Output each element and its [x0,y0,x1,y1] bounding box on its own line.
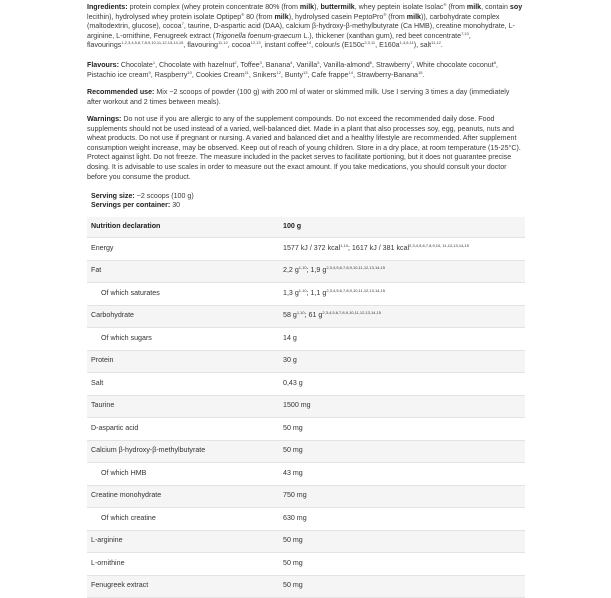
nutrition-row [87,238,525,261]
nutrient-name: Fat [87,260,283,283]
nutrient-value [283,553,525,576]
nutrition-row [87,305,525,328]
ingredients-text: (from [446,3,467,11]
nutrient-value [283,283,525,306]
serving-info [91,192,521,210]
nutrient-name: Of which HMB [87,463,283,486]
flavour-item: , Vanilla [292,61,318,69]
ingredients-text: (from [386,12,407,21]
nutrient-value-text: 0,43 g [283,378,303,387]
ingredients-text: , cocoa [227,41,251,50]
footnote-ref: 1,10 [298,265,307,271]
footnote-ref: 4 [290,60,293,65]
ingredients-text: , contain [481,3,510,11]
nutrient-value-text: 2,2 g [283,266,299,275]
registered-mark: ® [443,2,447,7]
nutrient-value-text: 1577 kJ / 372 kcal [283,243,341,252]
flavour-item: , Toffee [236,61,260,69]
nutrient-value-text: 750 mg [283,491,307,500]
footnote-ref: 11,12 [431,40,441,46]
nutrient-value [283,508,525,531]
nutrition-row [87,260,525,283]
footnote-ref: 1 [152,60,156,65]
footnote-ref: 11 [244,69,249,75]
flavour-item: , Banana [261,61,291,69]
flavour-item: , Raspberry [150,70,188,79]
nutrient-value [283,418,525,441]
flavour-item: , Pistachio ice cream [87,61,498,79]
flavour-item: , Bunty [280,70,304,79]
nutrient-name: Carbohydrate [87,305,283,328]
nutrient-value [283,395,525,418]
nutrient-value [283,373,525,396]
serving-size-label: Serving size: [91,192,135,200]
nutrient-value-text: 50 mg [283,423,303,432]
footnote-ref: 10 [187,69,192,75]
nutrient-value [283,440,525,463]
ingredients-text: 80 (from [244,12,275,21]
flavours-paragraph [87,61,525,80]
ingredients-text: , instant coffee [260,41,307,50]
footnote-ref: 13 [303,69,308,75]
footnote-ref: 1,10 [340,242,348,248]
ingredients-text: ), salt [413,41,432,50]
flavour-item: , Chocolate with hazelnut [155,61,235,69]
footnote-ref: 14 [306,40,312,46]
flavour-item: Chocolate [118,61,153,69]
nutrient-name: Calcium β-hydroxy-β-methylbutyrate [87,440,283,463]
ingredients-text: , taurine, D-aspartic acid (DAA), calcium β-hydroxy-β-methylbutyrate (Ca HMB), creatine monohydrate, L-arginine, L-ornithine, Fenugreek extract ( [87,22,515,40]
nutrient-name: Creatine monohydrate [87,485,283,508]
nutrient-value [283,575,525,598]
nutrition-row [87,553,525,576]
ingredients-text: . [440,41,443,50]
footnote-ref: 1,4,6,11 [399,40,414,46]
footnote-ref: 3 [259,60,262,65]
nutrition-row [87,440,525,463]
nutrient-name: Of which creatine [87,508,283,531]
allergen-soy: soy [509,3,523,11]
header-nutrition-declaration: Nutrition declaration [87,217,283,238]
footnote-ref: 2 [234,60,237,65]
ingredients-text: protein complex (whey protein concentrate 80% (from [127,3,300,11]
ingredients-label: Ingredients: [87,3,128,11]
warnings-label: Warnings: [87,115,122,123]
nutrient-name: D-aspartic acid [87,418,283,441]
nutrient-value [283,238,525,261]
nutrient-value [283,463,525,486]
flavour-item: , White chocolate coconut [412,61,494,69]
nutrition-table-header [87,217,525,238]
nutrient-value-alt: ; 1,1 g [306,288,327,297]
footnote-ref: 6 [369,60,373,65]
footnote-ref: 2,3,11 [364,40,376,46]
ingredients-text: ), hydrolysed casein PeptoPro [288,12,384,21]
flavour-item: , Cafe frappe [307,70,349,79]
nutrition-row [87,530,525,553]
servings-per-container [91,201,521,210]
footnote-ref: 12 [276,69,281,75]
nutrient-value-alt: ; 61 g [304,311,323,320]
flavour-item: , Strawberry [372,61,411,69]
flavour-list [87,61,498,79]
ingredients-text: ), [314,3,321,11]
nutrition-row [87,418,525,441]
nutrient-value-text: 30 g [283,356,297,365]
nutrient-name: Of which sugars [87,328,283,351]
ingredients-text: , whey peptein isolate Isolac [354,3,444,11]
nutrient-value-text: 43 mg [283,468,303,477]
nutrient-value-text: 630 mg [283,513,307,522]
footnote-ref: 7 [410,60,413,65]
nutrient-value-text: 1500 mg [283,401,311,410]
footnote-ref: 15 [418,69,423,75]
flavour-item: , Strawberry-Banana [352,70,418,79]
nutrient-value [283,530,525,553]
flavours-label: Flavours: [87,61,119,69]
footnote-ref: 7 [181,21,184,27]
nutrition-row [87,575,525,598]
flavours-end: . [422,70,425,79]
nutrient-value [283,350,525,373]
footnote-ref: 14 [348,69,353,75]
nutrient-value-text: 50 mg [283,446,303,455]
nutrition-row [87,373,525,396]
nutrition-row [87,328,525,351]
allergen-milk: milk [466,3,482,11]
nutrition-row [87,508,525,531]
nutrient-value [283,260,525,283]
nutrient-value-alt: ; 1617 kJ / 381 kcal [347,243,410,252]
footnote-ref: 7,10 [461,30,469,36]
footnote-ref: 5 [317,60,320,65]
nutrient-value-text: 58 g [283,311,297,320]
ingredients-text: , flavouring [183,41,218,50]
ingredients-text: L.), thickener (xanthan gum), red beet concentrate [301,31,462,40]
footnote-ref: 1,10 [296,310,305,316]
footnote-ref: 1,10 [298,287,307,293]
nutrient-name: Salt [87,373,283,396]
servings-per-container-label: Servings per container: [91,201,171,209]
nutrient-value [283,305,525,328]
nutrient-value-text: 50 mg [283,558,303,567]
nutrient-name: Of which saturates [87,283,283,306]
servings-per-container-value: 30 [170,201,181,209]
footnote-ref: 11,12 [218,40,228,46]
serving-size [91,192,521,201]
latin-name: Trigonella foenum-graecum [215,31,302,40]
nutrition-row [87,283,525,306]
nutrient-name: L-ornithine [87,553,283,576]
allergen-milk: milk [274,12,289,21]
ingredients-paragraph [87,3,525,51]
nutrient-value-text: 14 g [283,333,297,342]
nutrient-name: L-arginine [87,530,283,553]
nutrition-table [87,217,525,598]
ingredients-text: lecithin), hydrolysed whey protein isolate Optipep [87,12,242,21]
nutrient-value-text: 50 mg [283,536,303,545]
warnings-paragraph [87,115,525,182]
ingredients-text: , colour/s (E150c [311,41,365,50]
nutrient-name: Taurine [87,395,283,418]
allergen-milk: milk [299,3,315,11]
footnote-ref: 12,13 [250,40,261,46]
nutrient-value [283,485,525,508]
nutrition-row [87,350,525,373]
recommended-use-paragraph [87,88,525,107]
nutrition-row [87,463,525,486]
ingredients-text: , E160a [375,41,400,50]
footnote-ref: 8 [493,60,496,65]
header-per-100g: 100 g [283,217,525,238]
nutrient-name: Fenugreek extract [87,575,283,598]
nutrient-name: Protein [87,350,283,373]
footnote-ref: 2,3,4,5,6,7,8,9,10,11,12,13,14,15 [326,265,385,271]
nutrition-row [87,485,525,508]
recommended-use-label: Recommended use: [87,88,155,96]
nutrient-value-alt: ; 1,9 g [306,266,327,275]
nutrient-value-text: 50 mg [283,581,303,590]
warnings-text: Do not use if you are allergic to any of the supplement compounds. Do not exceed the recommended daily dose. Food supplements should not be used instead of a varied, well-balanced diet. Made in a plant that also processes soy, egg, peanuts, nuts and wheat products. Do not use if pregnant or nursing. A varied and balanced diet and a healthy lifestyle are recommended. After supplement consumption weight increase, may be observed. Keep out of reach of young children. Store in a dry place, at room temperature (15-25°C). Protect against light. Do not freeze. The measure included in the packet serves to facilitate portioning, but it does not guarantee precise dosing. It is advisable to use scales in order to measure out the exact amount. If you take medications, you should consult your doctor before you consume the product. [87,115,521,181]
allergen-milk: milk [406,12,421,21]
ingredients-text: )), carbohydrate complex (maltodextrin, glucose), cocoa [87,12,500,31]
allergen-buttermilk: buttermilk [320,3,355,11]
nutrition-row [87,395,525,418]
footnote-ref: 9 [148,69,151,75]
registered-mark: ® [383,11,387,17]
flavour-item: , Snikers [248,70,277,79]
footnote-ref: 2,3,4,5,6,7,8,9,10, 11,12,13,14,15 [409,242,469,248]
footnote-ref: 2,3,4,5,6,7,8,9,10,11,12,13,14,15 [326,287,385,293]
nutrient-name: Energy [87,238,283,261]
serving-size-value: ~2 scoops (100 g) [134,192,194,200]
ingredients-text: , flavourings [87,31,471,50]
nutrient-value-text: 1,3 g [283,288,299,297]
flavour-item: , Cookies Cream [191,70,245,79]
recommended-use-text: Mix ~2 scoops of powder (100 g) with 200 ml of water or skimmed milk. Use I serving 3 times a day (immediately after workout and 2 times between meals). [87,88,510,106]
nutrient-value [283,328,525,351]
registered-mark: ® [241,11,245,17]
footnote-ref: 1,2,3,4,5,6,7,8,9,10,11,12,13,14,15 [121,40,184,46]
footnote-ref: 2,3,4,5,6,7,8,9,10,11,12,13,14,15 [322,310,382,316]
flavour-item: , Vanilla-almond [319,61,370,69]
